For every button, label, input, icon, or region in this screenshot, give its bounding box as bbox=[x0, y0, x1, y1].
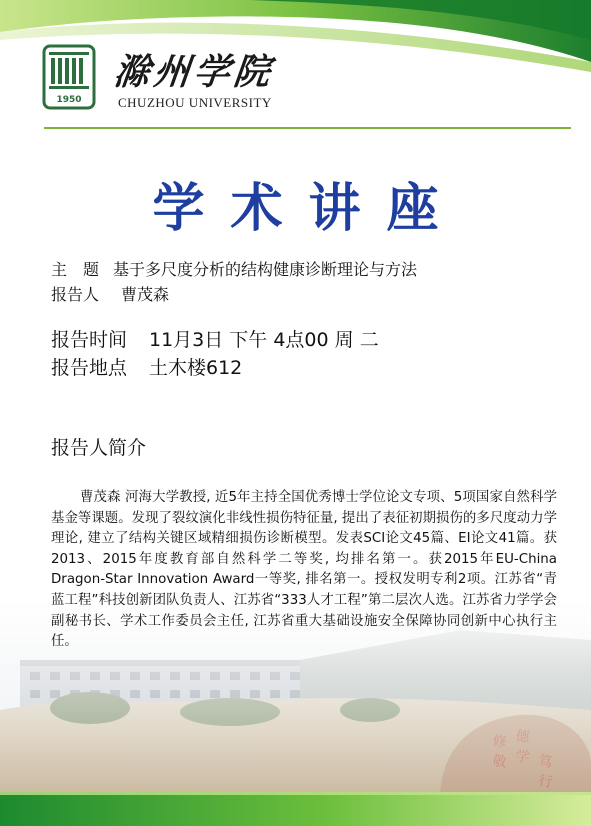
bio-heading: 报告人简介 bbox=[51, 437, 147, 459]
time-label: 报告时间 bbox=[51, 329, 128, 351]
university-name-cn: 滁州学院 bbox=[111, 51, 276, 93]
university-emblem-icon bbox=[42, 44, 96, 110]
footer-bar-decoration bbox=[0, 792, 591, 826]
university-name-en: CHUZHOU UNIVERSITY bbox=[118, 95, 272, 110]
place-line bbox=[51, 353, 242, 380]
place-label: 报告地点 bbox=[51, 357, 128, 379]
place-value: 土木楼612 bbox=[149, 357, 243, 379]
time-line bbox=[51, 325, 379, 352]
header-divider bbox=[44, 127, 571, 129]
speaker-label: 报告人 bbox=[51, 285, 100, 304]
speaker-line bbox=[51, 282, 169, 305]
topic-label: 主 题 bbox=[51, 260, 100, 279]
time-value: 11月3日 下午 4点00 周 二 bbox=[149, 329, 379, 351]
topic-value: 基于多尺度分析的结构健康诊断理论与方法 bbox=[113, 260, 418, 279]
emblem-year: 1950 bbox=[56, 95, 82, 105]
speaker-value: 曹茂森 bbox=[121, 285, 170, 304]
poster-title: 学术讲座 bbox=[152, 179, 465, 239]
topic-line bbox=[51, 257, 417, 280]
bio-text: 曹茂森 河海大学教授, 近5年主持全国优秀博士学位论文专项、5项国家自然科学基金等课题。发现了裂纹演化非线性损伤特征量, 提出了表征初期损伤的多尺度动力学理论, 建立了结构关键区域精细损伤诊断模型。发表SCI论文45篇、EI论文41篇。获2013、2015年度教育部自然科学二等奖, 均排名第一。获2015年EU-China Dragon-Star Innovation Award一等奖, 排名第一。授权发明专利2项。江苏省“青蓝工程”科技创新团队负责人、江苏省“333人才工程”第二层次人选。江苏省力学学会副秘书长、学术工作委员会主任, 江苏省重大基础设施安全保障协同创新中心执行主任。 bbox=[51, 490, 557, 650]
